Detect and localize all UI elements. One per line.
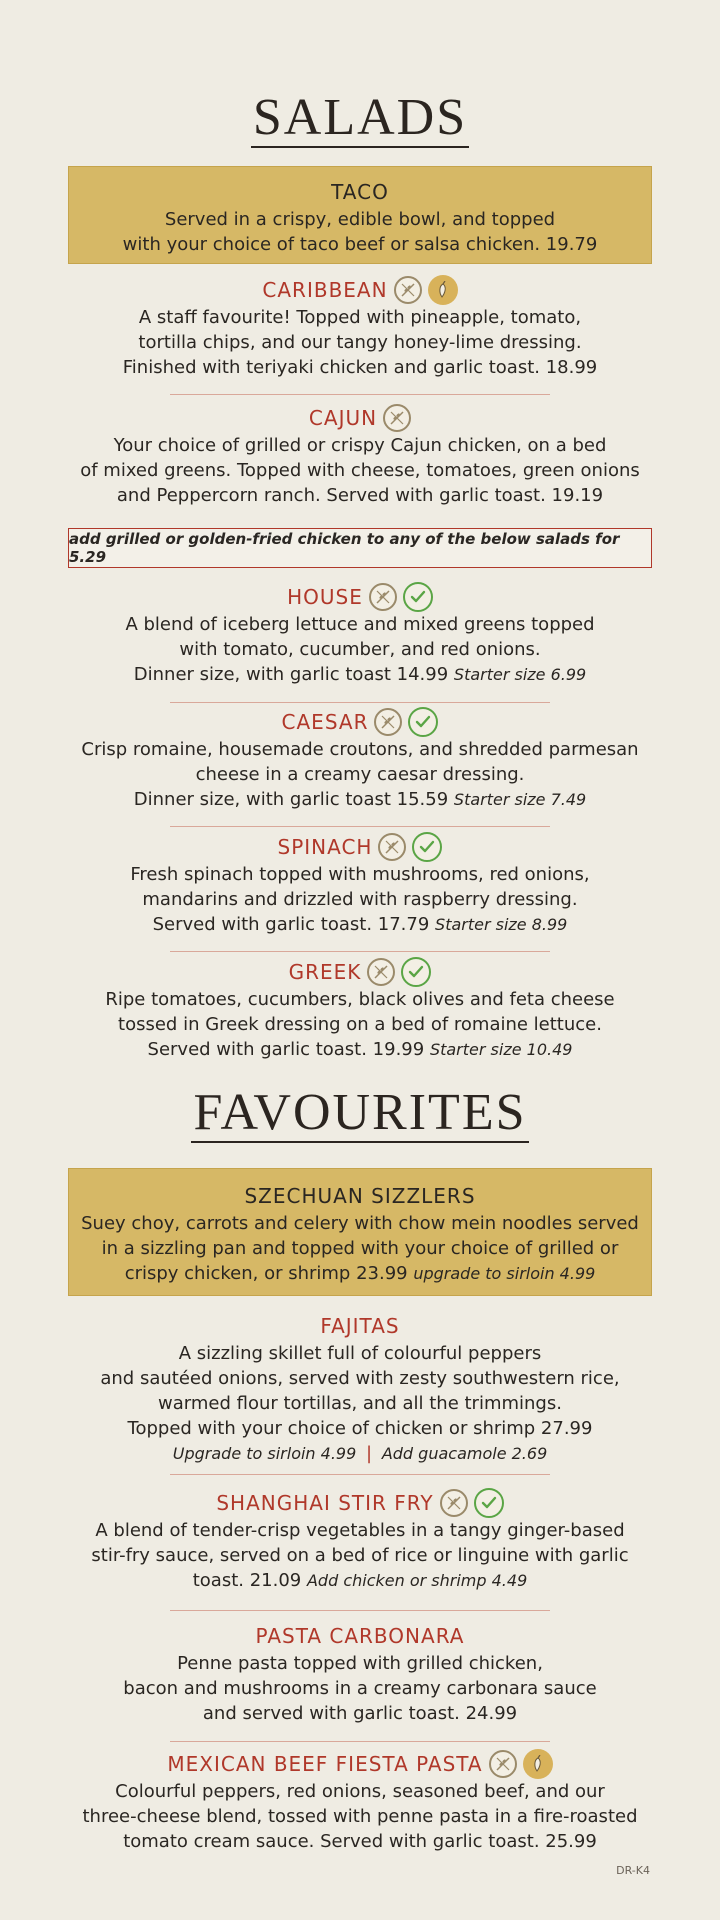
- check-icon: [401, 957, 431, 987]
- check-icon: [412, 832, 442, 862]
- caesar-desc-line1: Crisp romaine, housemade croutons, and shredded parmesan: [81, 739, 639, 760]
- greek-name-row: [289, 957, 432, 987]
- fiesta-desc-line2: three-cheese blend, tossed with penne pasta in a fire-roasted: [82, 1806, 638, 1827]
- carbonara-desc-line2: bacon and mushrooms in a creamy carbonara sauce: [123, 1678, 597, 1699]
- fiesta-name: MEXICAN BEEF FIESTA PASTA: [167, 1752, 483, 1776]
- cajun-item: [0, 403, 720, 508]
- shanghai-desc-line1: A blend of tender-crisp vegetables in a tangy ginger-based: [95, 1520, 625, 1541]
- divider: [170, 1474, 550, 1475]
- greek-price: Served with garlic toast. 19.99: [147, 1039, 425, 1060]
- spinach-starter: Starter size 8.99: [435, 915, 568, 934]
- fajitas-desc-line3: warmed flour tortillas, and all the trimmings.: [158, 1393, 562, 1414]
- szechuan-desc-line3: [69, 1261, 651, 1286]
- caesar-name: CAESAR: [281, 710, 369, 734]
- wheat-icon: [383, 404, 411, 432]
- fiesta-item: [0, 1749, 720, 1854]
- szechuan-box: [68, 1168, 652, 1296]
- caesar-name-row: [282, 707, 439, 737]
- spinach-name-row: [278, 832, 443, 862]
- wheat-icon: [440, 1489, 468, 1517]
- spinach-desc-line2: mandarins and drizzled with raspberry dressing.: [142, 889, 578, 910]
- cajun-desc-line2: of mixed greens. Topped with cheese, tomatoes, green onions: [80, 460, 640, 481]
- szechuan-price: crispy chicken, or shrimp 23.99: [124, 1263, 408, 1284]
- taco-desc-line2: with your choice of taco beef or salsa chicken. 19.79: [122, 234, 598, 255]
- spinach-price: Served with garlic toast. 17.79: [152, 914, 430, 935]
- caesar-price: Dinner size, with garlic toast 15.59: [133, 789, 449, 810]
- shanghai-item: [0, 1488, 720, 1593]
- spinach-desc-line3: [0, 912, 720, 937]
- fajitas-extras: [0, 1441, 720, 1466]
- fiesta-desc-line1: Colourful peppers, red onions, seasoned beef, and our: [115, 1781, 605, 1802]
- caesar-item: [0, 707, 720, 812]
- szechuan-name: SZECHUAN SIZZLERS: [244, 1184, 476, 1208]
- favourites-title: [0, 1083, 720, 1142]
- divider: [170, 394, 550, 395]
- greek-desc-line3: [0, 1037, 720, 1062]
- szechuan-upgrade: upgrade to sirloin 4.99: [413, 1264, 596, 1283]
- shanghai-price: toast. 21.09: [192, 1570, 302, 1591]
- fiesta-desc-line3: tomato cream sauce. Served with garlic toast. 25.99: [123, 1831, 597, 1852]
- house-name-row: [287, 582, 433, 612]
- fajitas-desc-line1: A sizzling skillet full of colourful peppers: [178, 1343, 542, 1364]
- fajitas-desc-line4: Topped with your choice of chicken or shrimp 27.99: [127, 1418, 593, 1439]
- taco-desc-line1: Served in a crispy, edible bowl, and topped: [164, 209, 556, 230]
- caribbean-desc-line3: Finished with teriyaki chicken and garlic toast. 18.99: [122, 357, 598, 378]
- spinach-name: SPINACH: [277, 835, 373, 859]
- fajitas-separator: |: [366, 1443, 373, 1464]
- greek-starter: Starter size 10.49: [429, 1040, 573, 1059]
- shanghai-name: SHANGHAI STIR FRY: [216, 1491, 434, 1515]
- carbonara-name: PASTA CARBONARA: [255, 1624, 465, 1648]
- divider: [170, 702, 550, 703]
- greek-name: GREEK: [288, 960, 362, 984]
- salads-title: [0, 88, 720, 147]
- fajitas-item: [0, 1311, 720, 1466]
- check-icon: [403, 582, 433, 612]
- add-chicken-note-text: add grilled or golden-fried chicken to any of the below salads for 5.29: [69, 530, 620, 566]
- shanghai-desc-line3: [0, 1568, 720, 1593]
- cajun-name-row: [309, 403, 411, 433]
- add-chicken-note: [68, 528, 652, 568]
- house-desc-line1: A blend of iceberg lettuce and mixed greens topped: [125, 614, 595, 635]
- pepper-icon: [428, 275, 458, 305]
- greek-desc-line2: tossed in Greek dressing on a bed of romaine lettuce.: [118, 1014, 602, 1035]
- shanghai-name-row: [216, 1488, 503, 1518]
- fiesta-name-row: [167, 1749, 552, 1779]
- shanghai-addon: Add chicken or shrimp 4.49: [306, 1571, 528, 1590]
- szechuan-desc-line2: in a sizzling pan and topped with your choice of grilled or: [101, 1238, 619, 1259]
- greek-item: [0, 957, 720, 1062]
- fajitas-name: FAJITAS: [320, 1314, 400, 1338]
- wheat-icon: [369, 583, 397, 611]
- cajun-desc-line3: and Peppercorn ranch. Served with garlic toast. 19.19: [116, 485, 604, 506]
- house-price: Dinner size, with garlic toast 14.99: [133, 664, 449, 685]
- check-icon: [408, 707, 438, 737]
- house-name: HOUSE: [287, 585, 363, 609]
- caesar-desc-line3: [0, 787, 720, 812]
- wheat-icon: [378, 833, 406, 861]
- house-desc-line2: with tomato, cucumber, and red onions.: [179, 639, 541, 660]
- wheat-icon: [489, 1750, 517, 1778]
- divider: [170, 826, 550, 827]
- house-starter: Starter size 6.99: [453, 665, 587, 684]
- spinach-item: [0, 832, 720, 937]
- taco-box: [68, 166, 652, 264]
- wheat-icon: [374, 708, 402, 736]
- caribbean-name-row: [262, 275, 457, 305]
- carbonara-desc-line3: and served with garlic toast. 24.99: [202, 1703, 518, 1724]
- caesar-starter: Starter size 7.49: [453, 790, 587, 809]
- pepper-icon: [523, 1749, 553, 1779]
- carbonara-item: [0, 1621, 720, 1726]
- taco-name: TACO: [331, 180, 389, 204]
- caribbean-desc-line2: tortilla chips, and our tangy honey-lime dressing.: [138, 332, 582, 353]
- caribbean-name: CARIBBEAN: [262, 278, 388, 302]
- house-item: [0, 582, 720, 687]
- divider: [170, 951, 550, 952]
- house-desc-line3: [0, 662, 720, 687]
- divider: [170, 1741, 550, 1742]
- fajitas-desc-line2: and sautéed onions, served with zesty southwestern rice,: [100, 1368, 620, 1389]
- cajun-desc-line1: Your choice of grilled or crispy Cajun chicken, on a bed: [113, 435, 607, 456]
- shanghai-desc-line2: stir-fry sauce, served on a bed of rice or linguine with garlic: [91, 1545, 629, 1566]
- wheat-icon: [394, 276, 422, 304]
- caribbean-desc-line1: A staff favourite! Topped with pineapple, tomato,: [138, 307, 582, 328]
- carbonara-desc-line1: Penne pasta topped with grilled chicken,: [177, 1653, 543, 1674]
- cajun-name: CAJUN: [308, 406, 378, 430]
- favourites-title-text: FAVOURITES: [193, 1084, 527, 1141]
- menu-code: DR-K4: [616, 1864, 650, 1877]
- szechuan-desc-line1: Suey choy, carrots and celery with chow mein noodles served: [81, 1213, 639, 1234]
- caribbean-item: [0, 275, 720, 380]
- fajitas-addon: Add guacamole 2.69: [381, 1444, 548, 1463]
- spinach-desc-line1: Fresh spinach topped with mushrooms, red onions,: [130, 864, 590, 885]
- fajitas-upgrade: Upgrade to sirloin 4.99: [172, 1444, 357, 1463]
- greek-desc-line1: Ripe tomatoes, cucumbers, black olives and feta cheese: [105, 989, 615, 1010]
- salads-title-text: SALADS: [252, 89, 468, 146]
- caesar-desc-line2: cheese in a creamy caesar dressing.: [195, 764, 525, 785]
- divider: [170, 1610, 550, 1611]
- check-icon: [474, 1488, 504, 1518]
- wheat-icon: [367, 958, 395, 986]
